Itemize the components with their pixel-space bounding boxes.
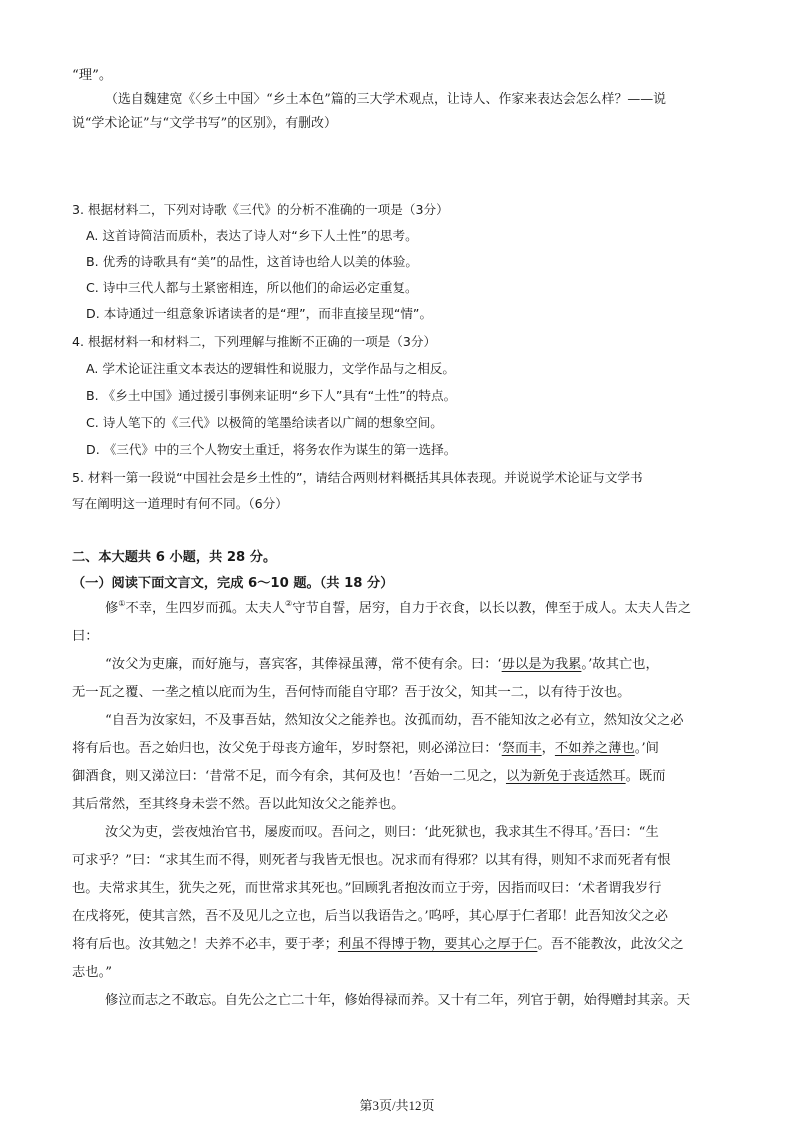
underlined-phrase: 不如养之薄也 [554, 741, 635, 756]
passage-line: 也。夫常求其生，犹失之死，而世常求其死也。”回顾乳者抱汝而立于旁，因指而叹曰：‘术者谓我岁行 [72, 881, 662, 896]
passage-line: 曰： [72, 629, 99, 644]
source-note-line: 说“学术论证”与“文学书写”的区别》，有删改） [72, 116, 337, 131]
q3-option-c: C. 诗中三代人都与土紧密相连，所以他们的命运必定重复。 [86, 280, 418, 295]
question-4-stem: 4. 根据材料一和材料二，下列理解与推断不正确的一项是（3分） [72, 334, 437, 349]
question-5-line: 5. 材料一第一段说“中国社会是乡土性的”，请结合两则材料概括其具体表现。并说说学术论证与文学书 [72, 470, 643, 485]
passage-line: “自吾为汝家妇，不及事吾姑，然知汝父之能养也。汝孤而幼，吾不能知汝之必有立，然知汝父之必 [105, 713, 684, 728]
underlined-phrase: 祭而丰 [501, 741, 542, 756]
q4-option-c: C. 诗人笔下的《三代》以极简的笔墨给读者以广阔的想象空间。 [86, 415, 443, 430]
passage-line: 其后常然，至其终身未尝不然。吾以此知汝父之能养也。 [72, 797, 405, 812]
question-3-stem: 3. 根据材料二，下列对诗歌《三代》的分析不准确的一项是（3分） [72, 202, 449, 217]
page-number: 第3页/共12页 [359, 1098, 435, 1113]
footnote-marker: ② [285, 599, 293, 608]
q3-option-b: B. 优秀的诗歌具有“美”的品性，这首诗也给人以美的体验。 [86, 254, 418, 269]
q4-option-b: B. 《乡土中国》通过援引事例来证明“乡下人”具有“土性”的特点。 [86, 388, 457, 403]
passage-line: 志也。” [72, 965, 113, 980]
q4-option-d: D. 《三代》中的三个人物安土重迁，将务农作为谋生的第一选择。 [86, 442, 457, 457]
passage-line: “汝父为吏廉，而好施与，喜宾客，其俸禄虽薄，常不使有余。曰：‘毋以是为我累。’故其亡也， [105, 657, 659, 672]
q4-option-a: A. 学术论证注重文本表达的逻辑性和说服力，文学作品与之相反。 [86, 361, 456, 376]
underlined-phrase: 毋以是为我累 [501, 657, 582, 672]
passage-line: 修泣而志之不敢忘。自先公之亡二十年，修始得禄而养。又十有二年，列官于朝，始得赠封其亲。天 [105, 993, 691, 1008]
passage-line: 可求乎？”曰：“求其生而不得，则死者与我皆无恨也。况求而有得邪？以其有得，则知不求而死者有恨 [72, 853, 671, 868]
source-note-line: （选自魏建宽《〈乡土中国〉“乡土本色”篇的三大学术观点，让诗人、作家来表达会怎么样？——说 [105, 92, 667, 107]
q3-option-d: D. 本诗通过一组意象诉诸读者的是“理”，而非直接呈现“情”。 [86, 306, 433, 321]
section-heading: 二、本大题共 6 小题，共 28 分。 [72, 550, 277, 565]
footnote-marker: ① [118, 599, 126, 608]
passage-line: 将有后也。汝其勉之！夫养不必丰，要于孝；利虽不得博于物，要其心之厚于仁。吾不能教汝，此汝父之 [72, 937, 684, 952]
passage-line: 将有后也。吾之始归也，汝父免于母丧方逾年，岁时祭祀，则必涕泣曰：‘祭而丰，不如养之薄也。’间 [72, 741, 659, 756]
passage-line: 修①不幸，生四岁而孤。太夫人②守节自誓，居穷，自力于衣食，以长以教，俾至于成人。太夫人告之 [105, 599, 692, 616]
passage-line: 汝父为吏，尝夜烛治官书，屡废而叹。吾问之，则曰：‘此死狱也，我求其生不得耳。’吾曰：“生 [105, 825, 659, 840]
passage-line: 无一瓦之覆、一垄之植以庇而为生，吾何恃而能自守耶？吾于汝父，知其一二，以有待于汝也。 [72, 685, 631, 700]
q3-option-a: A. 这首诗简洁而质朴，表达了诗人对“乡下人土性”的思考。 [86, 228, 418, 243]
underlined-phrase: 以为新免于丧适然耳 [505, 769, 626, 784]
passage-line: 御酒食，则又涕泣曰：‘昔常不足，而今有余，其何及也！’吾始一二见之，以为新免于丧适然耳。既而 [72, 769, 666, 784]
text-line: “理”。 [72, 68, 113, 83]
underlined-phrase: 利虽不得博于物，要其心之厚于仁 [337, 937, 538, 952]
subsection-heading: （一）阅读下面文言文，完成 6～10 题。（共 18 分） [72, 576, 394, 591]
passage-line: 在戌将死，使其言然，吾不及见儿之立也，后当以我语告之。’呜呼，其心厚于仁者耶！此吾知汝父之必 [72, 909, 668, 924]
question-5-line: 写在阐明这一道理时有何不同。（6分） [72, 496, 288, 511]
